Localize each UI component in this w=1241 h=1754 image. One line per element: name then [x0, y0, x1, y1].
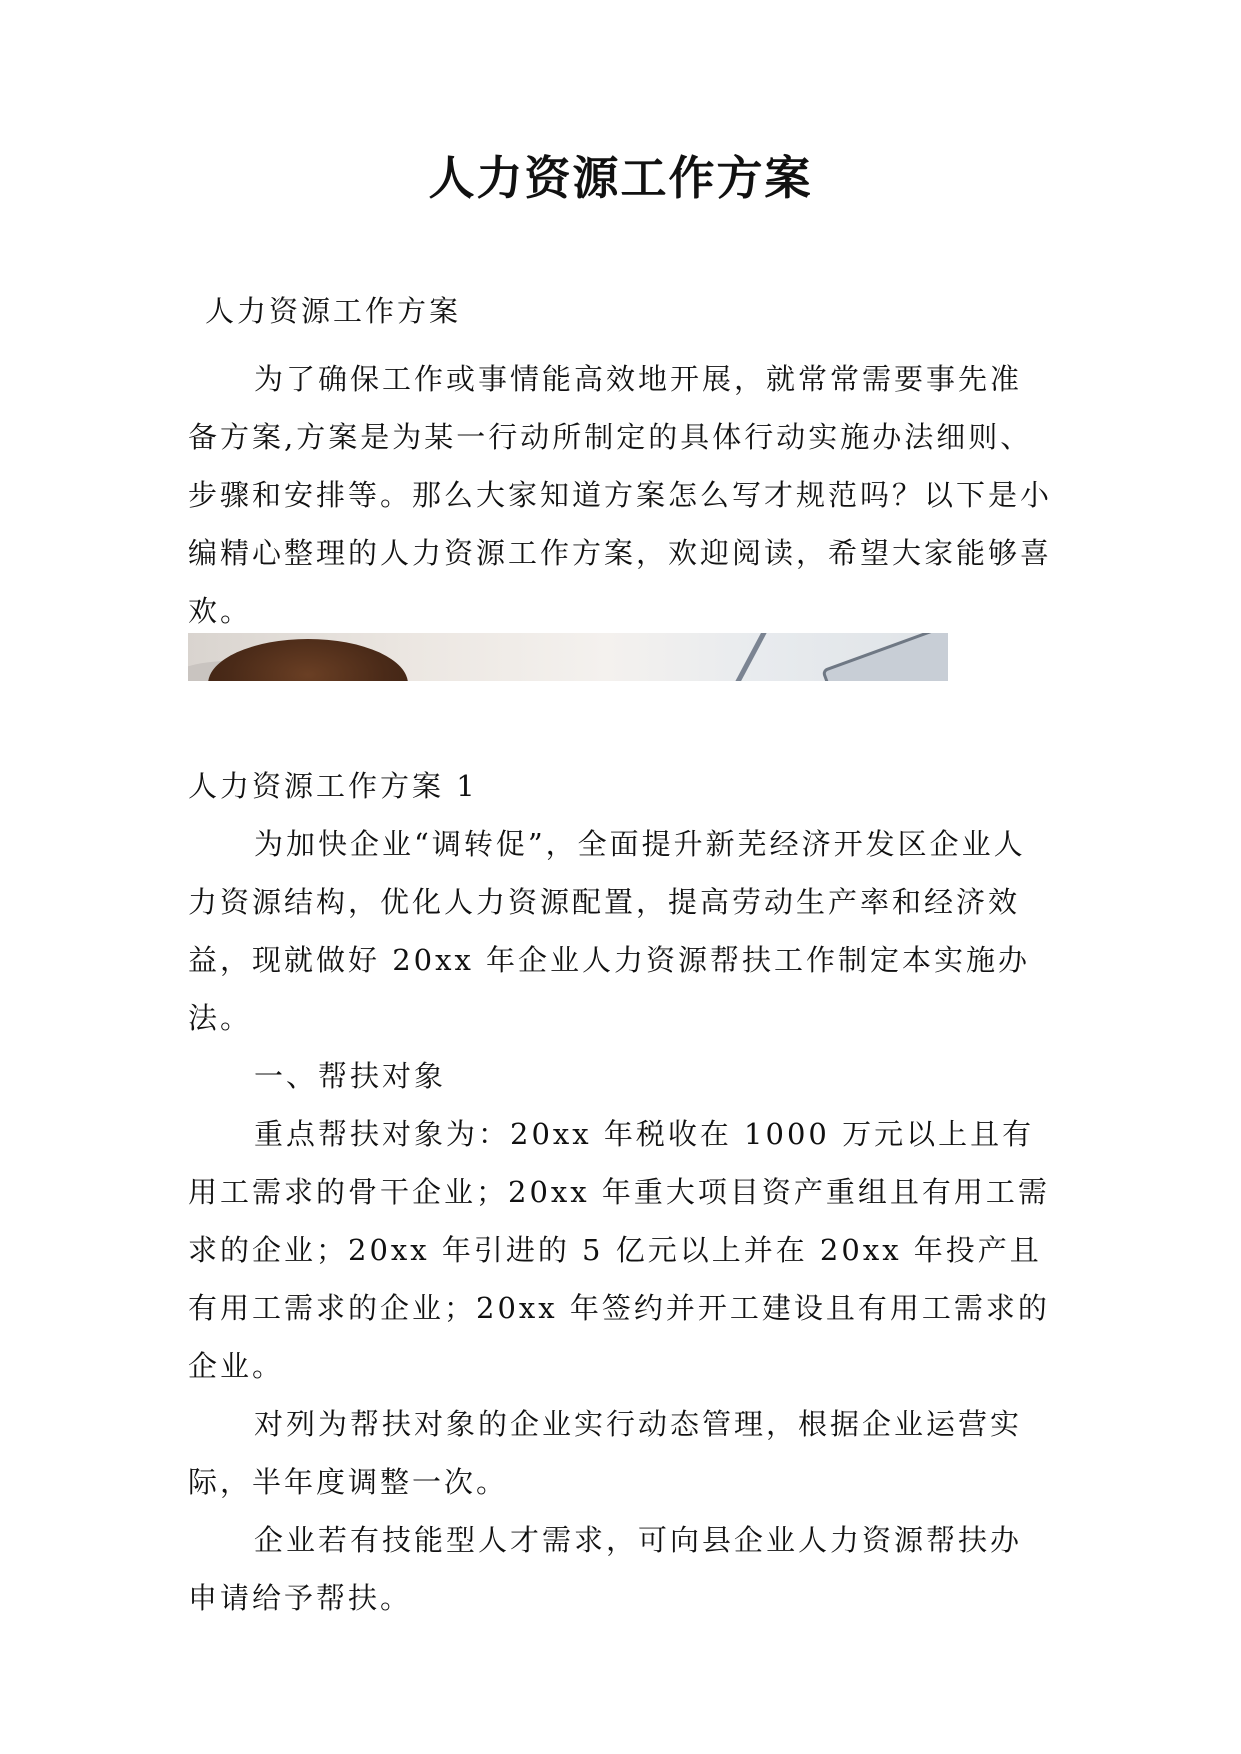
section-1-paragraph-4: 企业若有技能型人才需求，可向县企业人力资源帮扶办申请给予帮扶。 — [188, 1523, 1023, 1615]
document-subtitle: 人力资源工作方案 — [205, 294, 462, 328]
intro-section — [188, 350, 1053, 640]
section-1-paragraph-1: 为加快企业“调转促”，全面提升新芜经济开发区企业人力资源结构，优化人力资源配置，提高劳动生产率和经济效益，现就做好 20xx 年企业人力资源帮扶工作制定本实施办法。 — [188, 827, 1031, 1035]
banner-image — [188, 633, 948, 681]
section-1 — [188, 757, 1053, 1627]
section-1-subheading: 一、帮扶对象 — [254, 1059, 447, 1093]
section-1-paragraph-2: 重点帮扶对象为：20xx 年税收在 1000 万元以上且有用工需求的骨干企业；20xx 年重大项目资产重组且有用工需求的企业；20xx 年引进的 5 亿元以上并在 20xx 年投产且有用工需求的企业；20xx 年签约并开工建设且有用工需求的企业。 — [188, 1117, 1050, 1383]
section-1-heading: 人力资源工作方案 1 — [188, 769, 478, 803]
intro-paragraph: 为了确保工作或事情能高效地开展，就常常需要事先准备方案,方案是为某一行动所制定的具体行动实施办法细则、步骤和安排等。那么大家知道方案怎么写才规范吗？以下是小编精心整理的人力资源工作方案，欢迎阅读，希望大家能够喜欢。 — [188, 362, 1053, 628]
section-1-paragraph-3: 对列为帮扶对象的企业实行动态管理，根据企业运营实际，半年度调整一次。 — [188, 1407, 1023, 1499]
banner-device-shape — [821, 633, 948, 681]
document-title: 人力资源工作方案 — [428, 151, 813, 205]
banner-person-shape — [208, 639, 408, 681]
banner-pen-shape — [732, 633, 769, 681]
